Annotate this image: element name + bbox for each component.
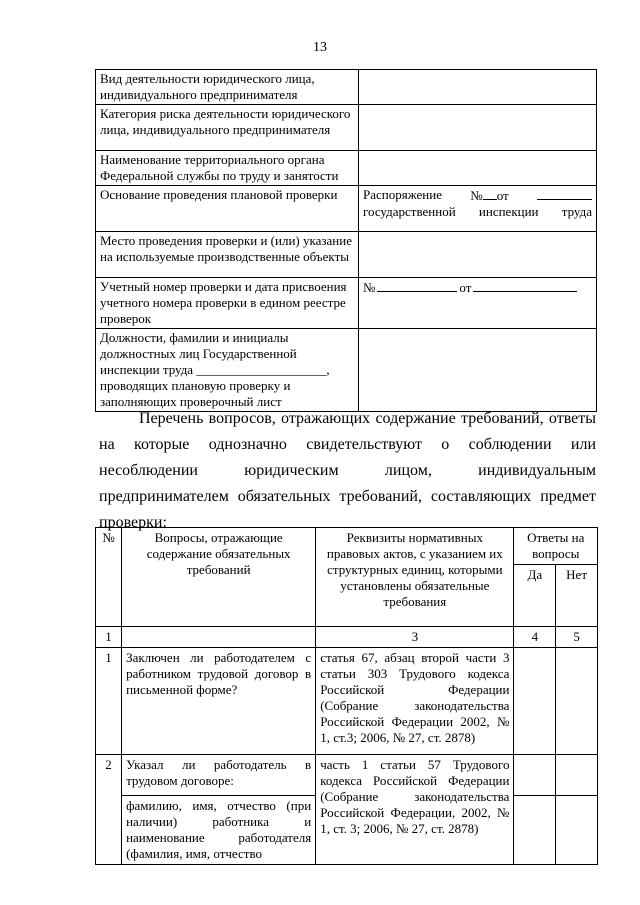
territorial-body-label: Наименование территориального органа Федеральной службы по труду и занятости	[96, 151, 359, 186]
table-row	[96, 186, 597, 232]
reference-text: часть 1 статьи 57 Трудового кодекса Российской Федерации (Собрание законодательства Российской Федерации, 2002, № 1, ст. 3; 2006, № 27, ст. 2878)	[316, 755, 514, 865]
questions-intro-paragraph: Перечень вопросов, отражающих содержание требований, ответы на которые однозначно свидетельствуют о соблюдении или несоблюдении юридическим лицом, индивидуальным предпринимателем обязательных требований, составляющих предмет проверки:	[99, 410, 596, 531]
header-answers: Ответы на вопросы	[514, 528, 598, 565]
subquestion-text: фамилию, имя, отчество (при наличии) работника и наименование работодателя (фамилия, имя, отчество	[122, 796, 316, 865]
activity-type-value[interactable]	[359, 70, 597, 105]
answer-yes-cell[interactable]	[514, 755, 556, 796]
answer-no-cell[interactable]	[556, 648, 598, 755]
inspection-place-label: Место проведения проверки и (или) указание на используемые производственные объекты	[96, 232, 359, 278]
basis-word-order: Распоряжение	[363, 187, 442, 202]
answer-no-cell[interactable]	[556, 796, 598, 865]
registration-num-sign: №	[363, 280, 376, 295]
registration-date-field[interactable]	[473, 279, 577, 292]
registration-number-value	[359, 278, 597, 329]
basis-word-from: от	[496, 188, 509, 203]
table-row	[96, 105, 597, 151]
registration-number-label: Учетный номер проверки и дата присвоения учетного номера проверки в едином реестре проверок	[96, 278, 359, 329]
inspectors-label: Должности, фамилии и инициалы должностных лиц Государственной инспекции труда ____________________, проводящих плановую проверку и заполняющих проверочный лист	[96, 329, 359, 412]
answer-yes-cell[interactable]	[514, 796, 556, 865]
basis-date-field[interactable]	[537, 187, 592, 200]
question-text: Указал ли работодатель в трудовом договоре:	[122, 755, 316, 796]
header-number: №	[96, 528, 122, 627]
row-number: 1	[96, 648, 122, 755]
inspection-place-value[interactable]	[359, 232, 597, 278]
inspection-basis-value	[359, 186, 597, 232]
registration-number-field[interactable]	[377, 279, 457, 292]
questions-table	[95, 527, 598, 865]
table-row	[96, 70, 597, 105]
basis-word-inspection: инспекции	[478, 204, 539, 219]
table-row	[96, 151, 597, 186]
inspectors-value[interactable]	[359, 329, 597, 412]
basis-word-state: государственной	[363, 204, 456, 219]
answer-no-cell[interactable]	[556, 755, 598, 796]
header-reference: Реквизиты нормативных правовых актов, с указанием их структурных единиц, которыми установлены обязательные требования	[316, 528, 514, 627]
question-text: Заключен ли работодателем с работником трудовой договор в письменной форме?	[122, 648, 316, 755]
table-row	[96, 755, 598, 796]
territorial-body-value[interactable]	[359, 151, 597, 186]
index-cell-1: 1	[96, 627, 122, 648]
inspection-info-table	[95, 69, 597, 412]
header-question: Вопросы, отражающие содержание обязательных требований	[122, 528, 316, 627]
header-yes: Да	[514, 565, 556, 627]
row-number: 2	[96, 755, 122, 865]
answer-yes-cell[interactable]	[514, 648, 556, 755]
registration-word-from: от	[459, 280, 472, 295]
risk-category-value[interactable]	[359, 105, 597, 151]
index-cell-4: 4	[514, 627, 556, 648]
page-number: 13	[313, 40, 327, 55]
reference-text: статья 67, абзац второй части 3 статьи 303 Трудового кодекса Российской Федерации (Собрание законодательства Российской Федерации 2002, № 1, ст.3; 2006, № 27, ст. 2878)	[316, 648, 514, 755]
table-index-row	[96, 627, 598, 648]
index-cell-3: 3	[316, 627, 514, 648]
table-row	[96, 329, 597, 412]
activity-type-label: Вид деятельности юридического лица, индивидуального предпринимателя	[96, 70, 359, 105]
table-header-row	[96, 528, 598, 565]
basis-num-sign: №	[470, 188, 483, 203]
table-row	[96, 648, 598, 755]
index-cell-2	[122, 627, 316, 648]
table-row	[96, 232, 597, 278]
basis-word-labor: труда	[561, 204, 592, 219]
table-row	[96, 278, 597, 329]
basis-number-field[interactable]	[483, 187, 497, 200]
inspection-basis-label: Основание проведения плановой проверки	[96, 186, 359, 232]
index-cell-5: 5	[556, 627, 598, 648]
header-no: Нет	[556, 565, 598, 627]
risk-category-label: Категория риска деятельности юридического лица, индивидуального предпринимателя	[96, 105, 359, 151]
